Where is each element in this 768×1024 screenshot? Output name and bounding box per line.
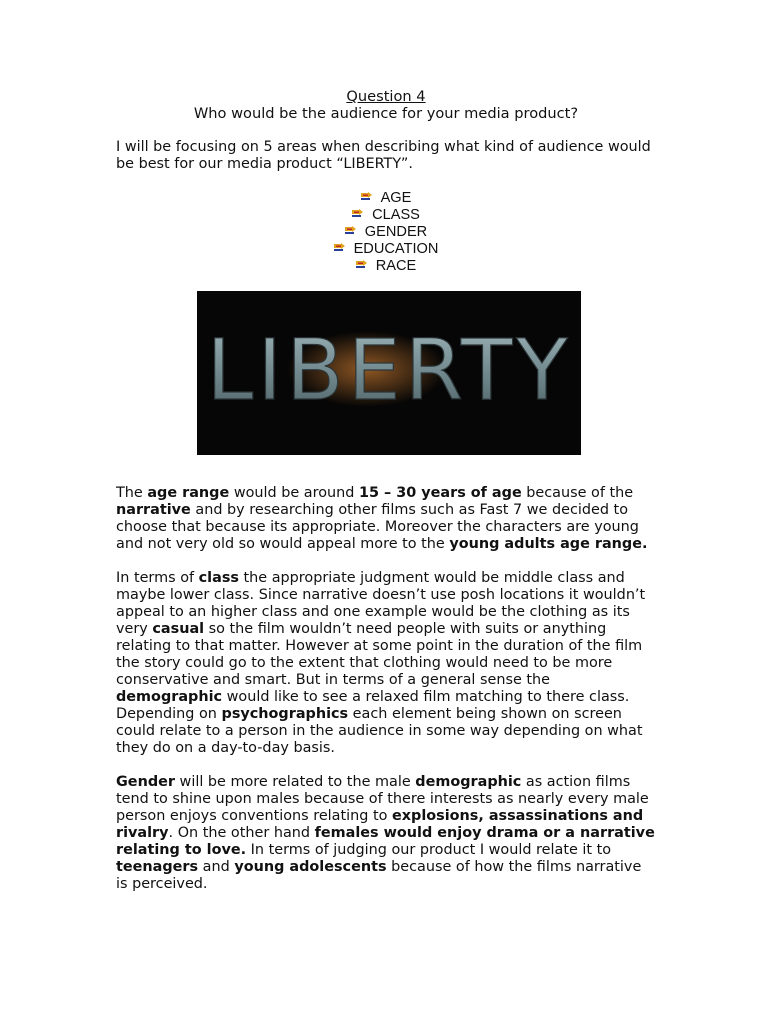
question-subtitle: Who would be the audience for your media product? [193, 105, 579, 122]
age-paragraph: The age range would be around 15 – 30 years of age because of the narrative and by researching other films such as Fast 7 we decided to choose that because its appropriate. Moreover the characters are young and not very old so would appeal more to the young adults age range. [116, 485, 648, 552]
list-item: GENDER [116, 224, 656, 241]
gender-paragraph: Gender will be more related to the male demographic as action films tend to shine upon males because of there interests as nearly every male person enjoys conventions relating to explosions, assassinations and rivalry. On the other hand females would enjoy drama or a narrative relating to love. In terms of judging our product I would relate it to teenagers and young adolescents because of how the films narrative is perceived. [116, 774, 655, 892]
banner-title-text: LIBERTY [206, 321, 572, 419]
arrow-bullet-icon [334, 243, 346, 252]
arrow-bullet-icon [345, 226, 357, 235]
list-item: RACE [116, 258, 656, 275]
intro-paragraph: I will be focusing on 5 areas when describing what kind of audience would be best for our media product “LIBERTY”. [116, 139, 651, 172]
arrow-bullet-icon [352, 209, 364, 218]
arrow-bullet-icon [361, 192, 373, 201]
question-title: Question 4 [346, 88, 426, 105]
list-item: AGE [116, 190, 656, 207]
list-item: EDUCATION [116, 241, 656, 258]
focus-areas-list [116, 190, 656, 275]
class-paragraph: In terms of class the appropriate judgment would be middle class and maybe lower class. Since narrative doesn’t use posh locations it wouldn’t appeal to an higher class and one example would be the clothing as its very casual so the film wouldn’t need people with suits or anything relating to that matter. However at some point in the duration of the film the story could go to the extent that clothing would need to be more conservative and smart. But in terms of a general sense the demographic would like to see a relaxed film matching to there class. Depending on psychographics each element being shown on screen could relate to a person in the audience in some way depending on what they do on a day-to-day basis. [116, 570, 646, 756]
arrow-bullet-icon [356, 260, 368, 269]
liberty-title-image [197, 291, 581, 455]
document-page [116, 88, 656, 893]
heading-block [116, 88, 656, 122]
list-item: CLASS [116, 207, 656, 224]
